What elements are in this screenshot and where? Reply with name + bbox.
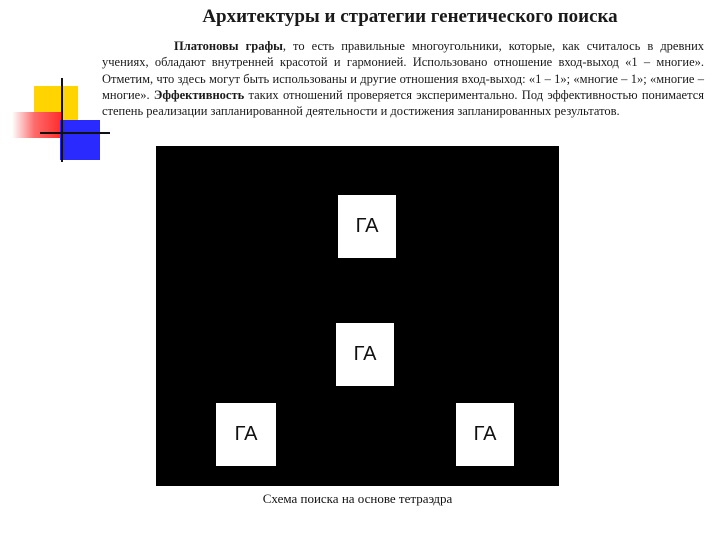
body-paragraph [102,38,704,119]
term-efficiency: Эффективность [153,87,245,102]
ga-node-center: ГА [336,323,394,386]
diagram-caption: Схема поиска на основе тетраэдра [262,491,453,506]
decor-blue-square [60,120,100,160]
slide-title: Архитектуры и стратегии генетического поиска [202,6,618,27]
ga-node-bottom-left: ГА [216,403,276,466]
tetrahedron-diagram [156,146,559,486]
decor-vertical-line [61,78,63,162]
decor-red-gradient [12,112,62,138]
ga-node-top: ГА [338,195,396,258]
term-platonic-graphs: Платоновы графы [174,39,283,53]
decor-horizontal-line [40,132,110,134]
paragraph-part-1: , то есть правильные многоугольники, которые, как считалось в древних учениях, обладают внутренней красотой и гармонией. Использовано отношение вход-выход «1 – многие». Отметим, что здесь могут быть использованы и другие отношения вход-выход: «1 – 1»; «многие – 1»; «многие – многие». [102,39,705,102]
paragraph-part-2: таких отношений проверяется экспериментально. Под эффективностью понимается степень реализации запланированной деятельности и достижения запланированных результатов. [102,87,704,119]
ga-node-bottom-right: ГА [456,403,514,466]
